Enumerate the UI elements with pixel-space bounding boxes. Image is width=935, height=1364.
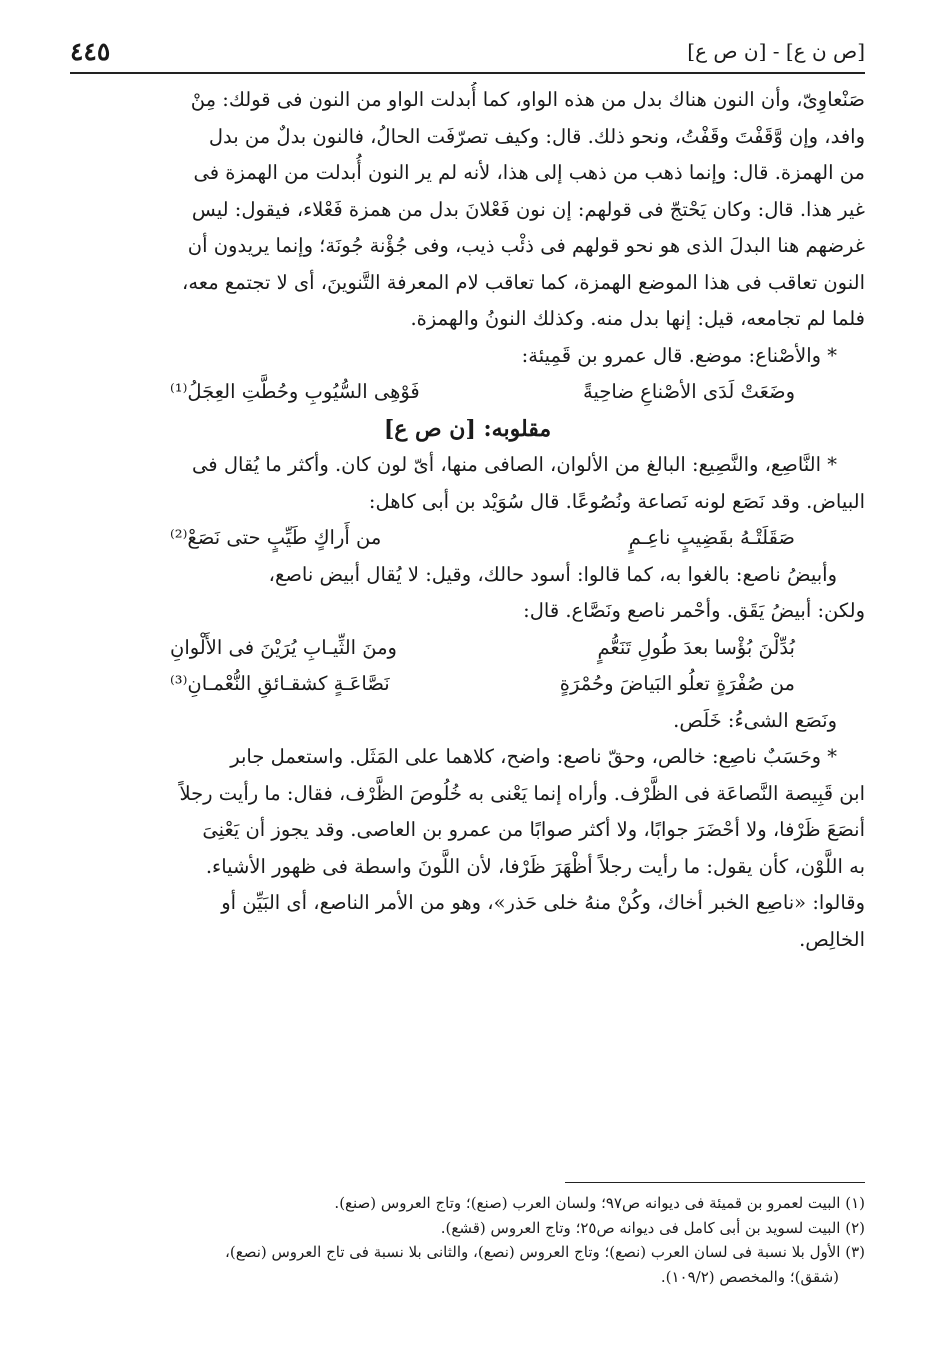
footnote: (٢) البيت لسويد بن أبى كامل فى ديوانه ص٢٥؛ وتاج العروس (قشع). [440,1218,865,1237]
footnote: (١) البيت لعمرو بن قميئة فى ديوانه ص٩٧؛ ولسان العرب (صنع)؛ وتاج العروس (صنع). [334,1194,865,1212]
page-number: ٤٤٥ [70,36,111,66]
text-line: ونَصَع الشىءُ: خَلَص. [673,708,837,732]
verse-second-hemistich: ومنَ الثِّيـابِ يُرَيْنَ فى الأَلْوانِ [170,635,397,659]
verse-first-hemistich: من صُفْرَةٍ تعلُو البَياضَ وحُمْرَةٍ [559,672,795,695]
text-line: من الهمزة. قال: وإنما ذهب من ذهب إلى هذا، لأنه لم ير النون أُبدلت من الهمزة فى [193,161,865,184]
text-line: ابن قَبِيصة النَّصاعَة فى الظَّرْف. وأراه إنما يَعْنى به خُلُوصَ الظَّرْف، فقال: ما رأيت رجلاً [179,781,865,805]
verse-line [70,666,865,703]
text-line: وأبيضُ ناصع: بالغوا به، كما قالوا: أسود حالك، وقيل: لا يُقال أبيض ناصع، [268,562,837,586]
text-line: صَنْعاوِىّ، وأن النون هناك بدل من هذه الواو، كما أُبدلت الواو من النون فى قولك: مِنْ [190,88,865,111]
text-line: غير هذا. قال: وكان يَحْتجّ فى قولهم: إن نون فَعْلانَ بدل من همزة فَعْلاء، فيقول: ليس [191,197,865,221]
text-line: البياض. وقد نَصَع لونه نَصاعة ونُصُوعًا. قال سُوَيْد بن أبى كاهل: [368,489,865,513]
text-line: وافد، وإن وَّقَفْتَ وقَفْتُ، ونحو ذلك. قال: وكيف تصرّفَت الحالُ، فالنون بدلٌ من بدل [208,124,865,148]
text-line: الخالِص. [799,927,865,951]
verse-line [70,374,865,411]
text-line: * وحَسَبٌ ناصِع: خالص، وحقّ ناصع: واضح، كلاهما على المَثَل. واستعمل جابر [230,745,837,768]
text-line: به اللَّوْن، كأن يقول: ما رأيت رجلاً أظْهَرَ ظَرْفا، لأن اللَّونَ واسطة فى ظهور الأشياء. [205,854,865,878]
text-line: غرضهم هنا البدلَ الذى هو نحو قولهم فى ذئْب ذيب، وفى جُؤْنة جُونَة؛ وإنما يريدون أن [187,234,865,257]
page-header [70,30,865,74]
verse-first-hemistich: صَقَلَتْـهُ بقَضِيبٍ ناعِـمٍ [628,526,795,549]
text-line: النون تعاقب فى هذا الموضع الهمزة، كما تعاقب لام المعرفة التَّنوينَ، أى لا تجتمع معه، [182,270,865,294]
verse-first-hemistich: بُدِّلْنَ بُؤْسا بعدَ طُولِ تَنَعُّمٍ [597,635,795,659]
text-line: ولكن: أبيضُ يَقَق. وأحْمر ناصع ونَصَّاع. قال: [523,599,865,622]
footnote-divider [565,1182,865,1183]
footnote-continuation: (شقق)؛ والمخصص (١٠٩/٢). [660,1267,839,1286]
verse-first-hemistich: وضَعَتْ لَدَى الأصْناعِ ضاحِيةً [582,380,795,403]
main-text [70,82,865,1182]
running-head: [ص ن ع] - [ن ص ع] [687,39,865,63]
text-line: أنصَعَ ظَرْفا، ولا أحْضَرَ جوابًا، ولا أكثر صوابًا من عمرو بن العاصى. وقد يجوز أن يَعْنِىَ [202,818,865,841]
verse-line [70,630,865,667]
text-line: فلما لم تجامعه، قيل: إنها بدل منه. وكذلك النونُ والهمزة. [410,307,865,330]
verse-second-hemistich: فَوْهِى السُّيُوبِ وحُطَّتِ العِجَلُ⁽¹⁾ [170,380,420,403]
verse-second-hemistich: نَصَّاعَـةٍ كشقـائقِ النُّعْمـانِ⁽³⁾ [170,672,390,695]
text-line: * والأصْناع: موضع. قال عمرو بن قَمِيئة: [521,343,837,367]
footnote: (٣) الأول بلا نسبة فى لسان العرب (نصع)؛ وتاج العروس (نصع)، والثانى بلا نسبة فى تاج العروس (نصع)، [225,1243,865,1261]
verse-line [70,520,865,557]
verse-second-hemistich: من أَراكٍ طَيِّبٍ حتى نَصَعْ⁽²⁾ [170,526,382,549]
footnotes [70,1182,865,1312]
section-heading: مقلوبه: [ن ص ع] [383,415,552,442]
text-line: * النَّاصِع، والنَّصِيع: البالغ من الألوان، الصافى منها، أىّ لون كان. وأكثر ما يُقال فى [192,453,837,476]
text-line: وقالوا: «ناصِع الخبر أخاك، وكُنْ منهُ خلى حَذر»، وهو من الأمر الناصع، أى البَيِّن أو [221,891,865,914]
